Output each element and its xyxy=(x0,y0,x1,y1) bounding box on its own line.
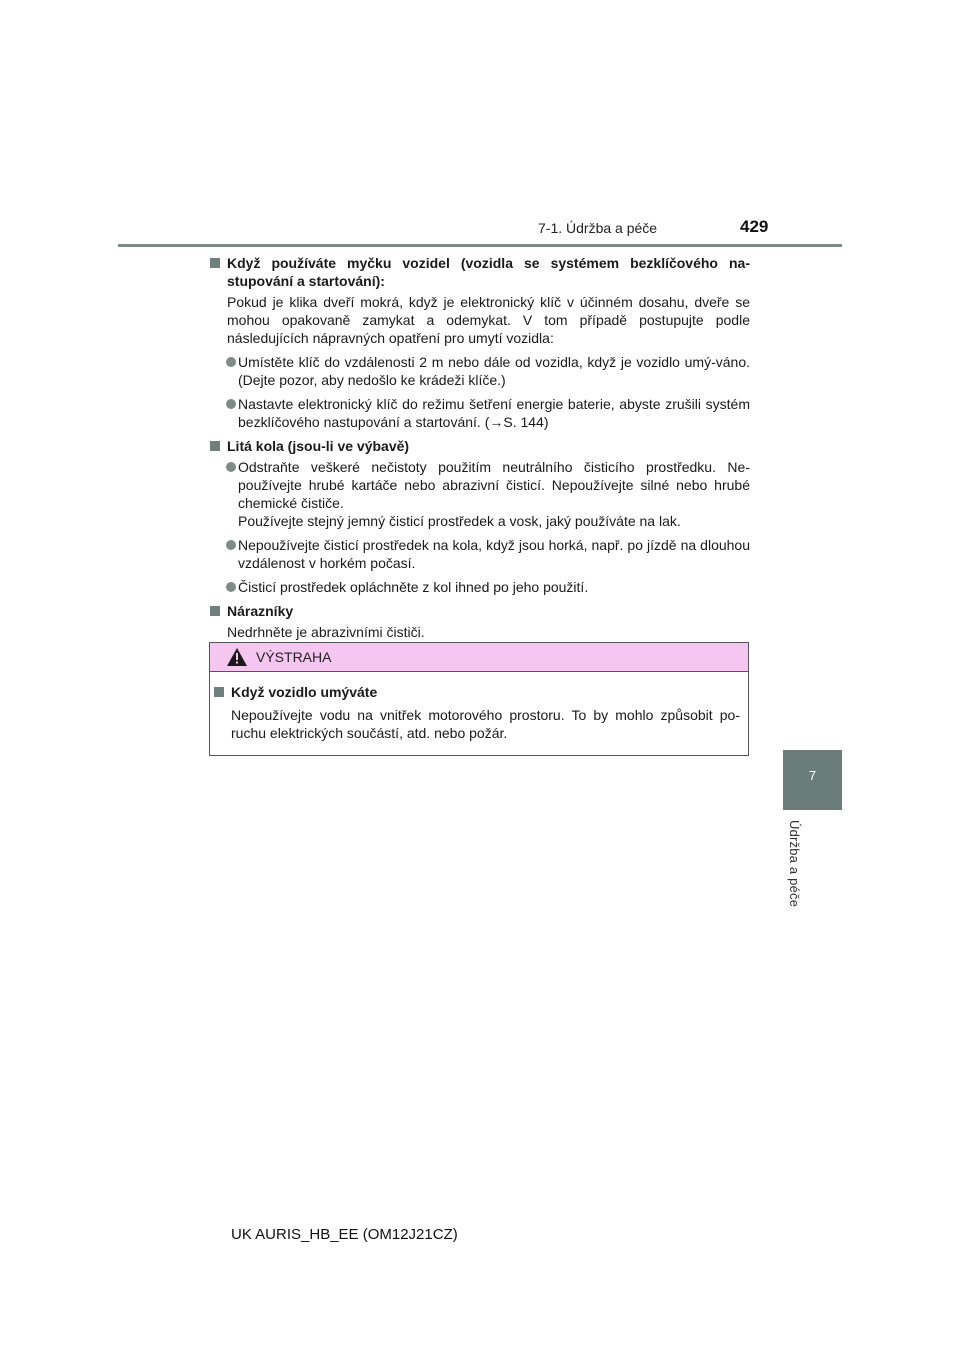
chapter-tab-number: 7 xyxy=(808,768,817,783)
square-bullet-icon xyxy=(210,606,220,616)
header-rule xyxy=(118,244,842,247)
square-bullet-icon xyxy=(210,441,220,451)
section-heading xyxy=(210,254,750,290)
section-alloy-wheels xyxy=(210,437,750,596)
warning-text: Nepoužívejte vodu na vnitřek motorového prostoru. To by mohlo způsobit po-ruchu elektrických součástí, atd. nebo požár. xyxy=(231,707,740,741)
main-content xyxy=(210,254,750,647)
header-section-title: 7-1. Údržba a péče xyxy=(538,220,658,236)
section-heading xyxy=(210,602,750,620)
warning-heading xyxy=(214,683,740,701)
circle-bullet-icon xyxy=(226,582,236,592)
list-item xyxy=(210,395,750,431)
paragraph: Nedrhněte je abrazivními čističi. xyxy=(227,624,425,640)
page-number: 429 xyxy=(740,217,769,236)
section-bumpers xyxy=(210,602,750,641)
section-heading xyxy=(210,437,750,455)
list-item xyxy=(210,458,750,530)
circle-bullet-icon xyxy=(226,462,236,472)
list-item-text: Nastavte elektronický klíč do režimu šetření energie baterie, abyste zrušili systém bezklíčového nastupování a startování. (→S. 144) xyxy=(238,396,750,430)
chapter-side-label: Údržba a péče xyxy=(787,820,802,908)
warning-triangle-icon xyxy=(227,648,247,666)
warning-heading-text: Když vozidlo umýváte xyxy=(231,684,378,700)
list-item-text: Čisticí prostředek opláchněte z kol ihned po jeho použití. xyxy=(238,579,589,595)
paragraph: Pokud je klika dveří mokrá, když je elektronický klíč v účinném dosahu, dveře se mohou opakovaně zamykat a odemykat. V tom případě postupujte podle následujících nápravných opatření pro umytí vozidla: xyxy=(227,294,750,346)
list-item-text: Umístěte klíč do vzdálenosti 2 m nebo dále od vozidla, když je vozidlo umý-váno. (Dejte pozor, aby nedošlo ke krádeži klíče.) xyxy=(238,354,750,388)
square-bullet-icon xyxy=(210,258,220,268)
warning-body xyxy=(214,683,740,748)
warning-box xyxy=(209,642,749,756)
list-item xyxy=(210,353,750,389)
section-heading-text: Litá kola (jsou-li ve výbavě) xyxy=(227,438,410,454)
warning-header xyxy=(210,643,748,672)
circle-bullet-icon xyxy=(226,399,236,409)
section-heading-text: Nárazníky xyxy=(227,603,294,619)
list-item xyxy=(210,578,750,596)
list-item xyxy=(210,536,750,572)
section-heading-text: Když používáte myčku vozidel (vozidla se systémem bezklíčového na-stupování a startování): xyxy=(227,255,750,289)
circle-bullet-icon xyxy=(226,357,236,367)
square-bullet-icon xyxy=(214,687,224,697)
list-item-text-continued: Používejte stejný jemný čisticí prostředek a vosk, jaký používáte na lak. xyxy=(238,513,681,529)
footer-model-code: UK AURIS_HB_EE (OM12J21CZ) xyxy=(231,1226,458,1243)
list-item-text: Odstraňte veškeré nečistoty použitím neutrálního čisticího prostředku. Ne-používejte hrubé kartáče nebo abrazivní čisticí. Nepoužívejte silné nebo hrubé chemické čističe. xyxy=(238,459,750,511)
warning-title: VÝSTRAHA xyxy=(256,649,332,665)
circle-bullet-icon xyxy=(226,540,236,550)
list-item-text: Nepoužívejte čisticí prostředek na kola, když jsou horká, např. po jízdě na dlouhou vzdálenost v horkém počasí. xyxy=(238,537,750,571)
section-car-wash xyxy=(210,254,750,431)
